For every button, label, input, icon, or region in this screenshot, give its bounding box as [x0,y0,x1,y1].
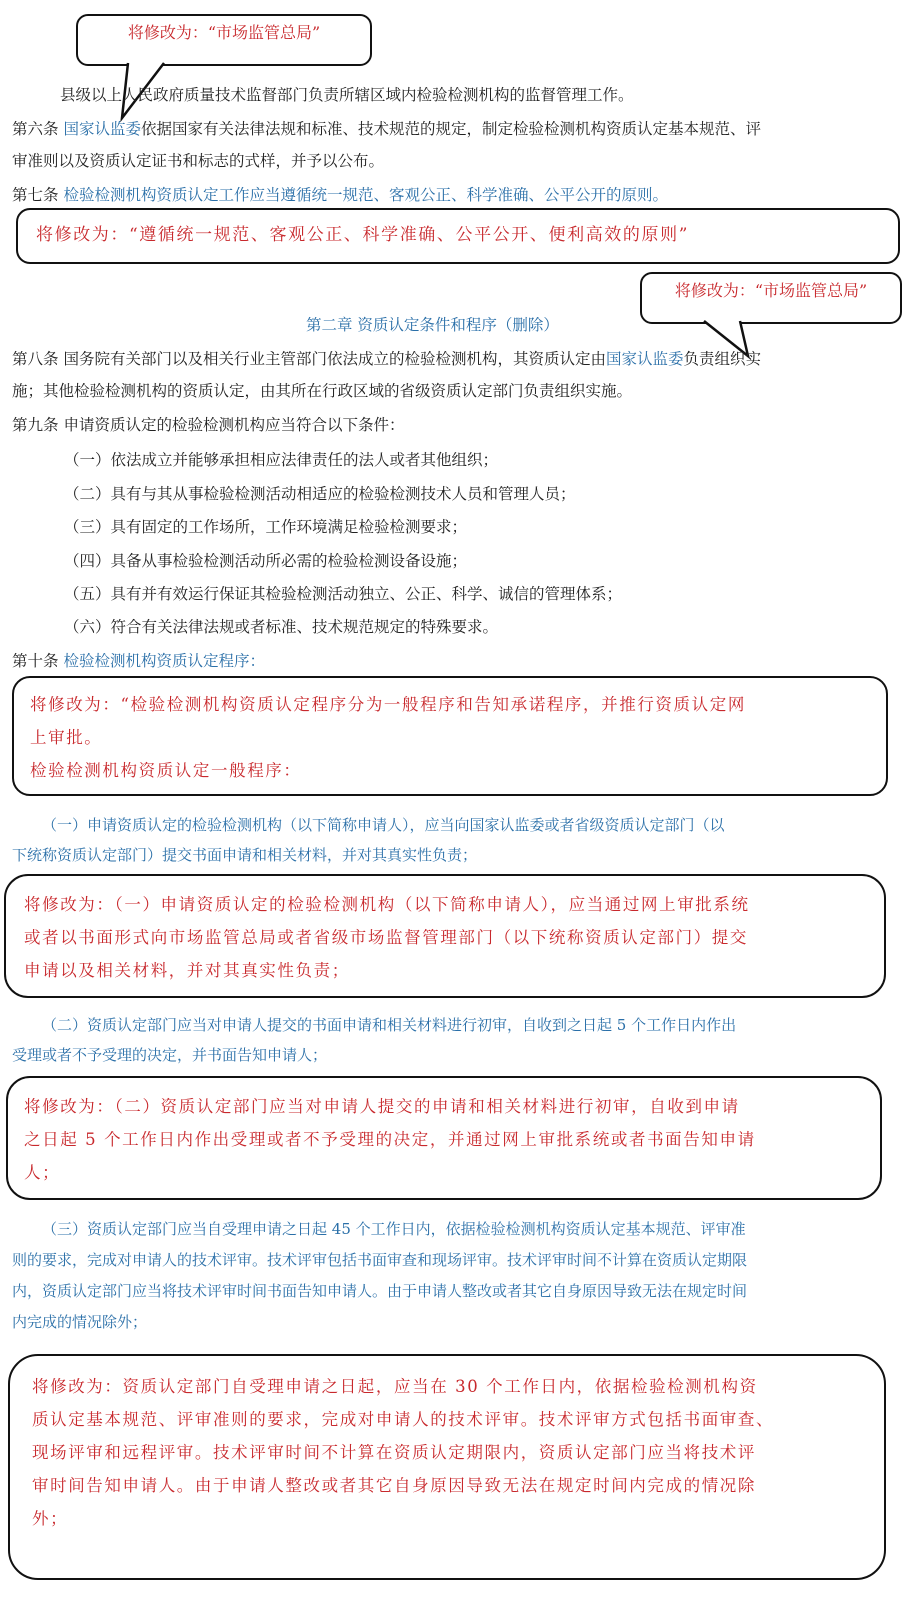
callout-text-1: 将修改为：“市场监管总局” [127,23,321,42]
callout-pointer-3 [0,0,1,1]
article-8-entity: 国家认监委 [605,350,684,368]
article-9-line [12,414,404,436]
callout-bubble-3 [640,272,902,324]
article-7-label: 第七条 [12,186,59,204]
article-9-item: （二）具有与其从事检验检测活动相适应的检验检测技术人员和管理人员； [64,485,576,503]
article-9-item: （四）具备从事检验检测活动所必需的检验检测设备设施； [64,552,468,570]
procedure-3-line-1: （三）资质认定部门应当自受理申请之日起 45 个工作日内，依据检验检测机构资质认定基本规范、评审准 [42,1220,746,1238]
article-6-line-1 [12,118,761,140]
article-7-text: 检验检测机构资质认定工作应当遵循统一规范、客观公正、科学准确、公平公开的原则。 [63,186,668,204]
chapter-2-heading: 第二章 资质认定条件和程序（删除） [306,316,559,334]
article-8-text-b: 负责组织实 [683,350,761,368]
article-7-line [12,184,668,206]
note-7-line-2: 质认定基本规范、评审准则的要求，完成对申请人的技术评审。技术评审方式包括书面审查、 [32,1410,775,1429]
note-6-line-2: 之日起 5 个工作日内作出受理或者不予受理的决定，并通过网上审批系统或者书面告知申请 [24,1130,756,1149]
callout-text-3: 将修改为：“市场监管总局” [674,281,868,300]
note-7-line-4: 审时间告知申请人。由于申请人整改或者其它自身原因导致无法在规定时间内完成的情况除 [32,1476,756,1495]
note-text-5 [24,888,750,987]
article-9-item: （六）符合有关法律法规或者标准、技术规范规定的特殊要求。 [64,618,499,636]
article-8-label: 第八条 [12,350,59,368]
procedure-2-line-2: 受理或者不予受理的决定，并书面告知申请人； [12,1046,328,1064]
note-4-line-2: 上审批。 [30,728,103,747]
article-9-label: 第九条 [12,416,59,434]
article-9-text: 申请资质认定的检验检测机构应当符合以下条件： [63,416,405,434]
article-6-label: 第六条 [12,120,59,138]
callout-bubble-1 [76,14,372,66]
note-5-line-3: 申请以及相关材料，并对其真实性负责； [24,961,350,980]
article-6-entity: 国家认监委 [63,120,141,138]
note-7-line-1: 将修改为：资质认定部门自受理申请之日起，应当在 30 个工作日内，依据检验检测机构资 [32,1377,758,1396]
article-10-line [12,650,265,672]
line-county: 县级以上人民政府质量技术监督部门负责所辖区域内检验检测机构的监督管理工作。 [60,86,634,104]
article-9-item: （三）具有固定的工作场所，工作环境满足检验检测要求； [64,518,468,536]
note-6-line-1: 将修改为：（二）资质认定部门应当对申请人提交的申请和相关材料进行初审，自收到申请 [24,1097,740,1116]
note-5-line-1: 将修改为：（一）申请资质认定的检验检测机构（以下简称申请人），应当通过网上审批系统 [24,895,750,914]
note-5-line-2: 或者以书面形式向市场监管总局或者省级市场监督管理部门（以下统称资质认定部门）提交 [24,928,748,947]
note-7-line-3: 现场评审和远程评审。技术评审时间不计算在资质认定期限内，资质认定部门应当将技术评 [32,1443,756,1462]
note-text-7 [32,1370,774,1535]
procedure-3-line-4: 内完成的情况除外； [12,1313,148,1331]
note-4-line-1: 将修改为：“检验检测机构资质认定程序分为一般程序和告知承诺程序，并推行资质认定网 [30,695,746,714]
note-4-line-3: 检验检测机构资质认定一般程序： [30,761,302,780]
note-text-2: 将修改为：“遵循统一规范、客观公正、科学准确、公平公开、便利高效的原则” [36,225,689,245]
procedure-3-line-2: 则的要求，完成对申请人的技术评审。技术评审包括书面审查和现场评审。技术评审时间不计算在资质认定期限 [12,1251,748,1269]
procedure-3 [12,1214,902,1338]
article-6-line-2: 审准则以及资质认定证书和标志的式样，并予以公布。 [12,152,385,170]
article-8-text-a: 国务院有关部门以及相关行业主管部门依法成立的检验检测机构，其资质认定由 [63,350,606,368]
article-8-line-2: 施；其他检验检测机构的资质认定，由其所在行政区域的省级资质认定部门负责组织实施。 [12,382,633,400]
procedure-3-line-3: 内，资质认定部门应当将技术评审时间书面告知申请人。由于申请人整改或者其它自身原因导致无法在规定时间 [12,1282,748,1300]
procedure-1-line-2: 下统称资质认定部门）提交书面申请和相关材料，并对其真实性负责； [12,846,478,864]
note-text-4 [30,688,746,787]
procedure-1-line-1: （一）申请资质认定的检验检测机构（以下简称申请人），应当向国家认监委或者省级资质认定部门（以 [42,816,725,834]
article-8-line-1 [12,348,761,370]
note-6-line-3: 人； [24,1163,61,1182]
procedure-2 [12,1010,902,1070]
procedure-2-line-1: （二）资质认定部门应当对申请人提交的书面申请和相关材料进行初审，自收到之日起 5 个工作日内作出 [42,1016,737,1034]
article-10-text: 检验检测机构资质认定程序： [63,652,265,670]
article-10-label: 第十条 [12,652,59,670]
article-6-text-a: 依据国家有关法律法规和标准、技术规范的规定，制定检验检测机构资质认定基本规范、评 [140,120,761,138]
article-9-item: （五）具有并有效运行保证其检验检测活动独立、公正、科学、诚信的管理体系； [64,585,623,603]
procedure-1 [12,810,902,870]
article-9-item: （一）依法成立并能够承担相应法律责任的法人或者其他组织； [64,451,499,469]
note-7-line-5: 外； [32,1509,69,1528]
note-text-6 [24,1090,756,1189]
